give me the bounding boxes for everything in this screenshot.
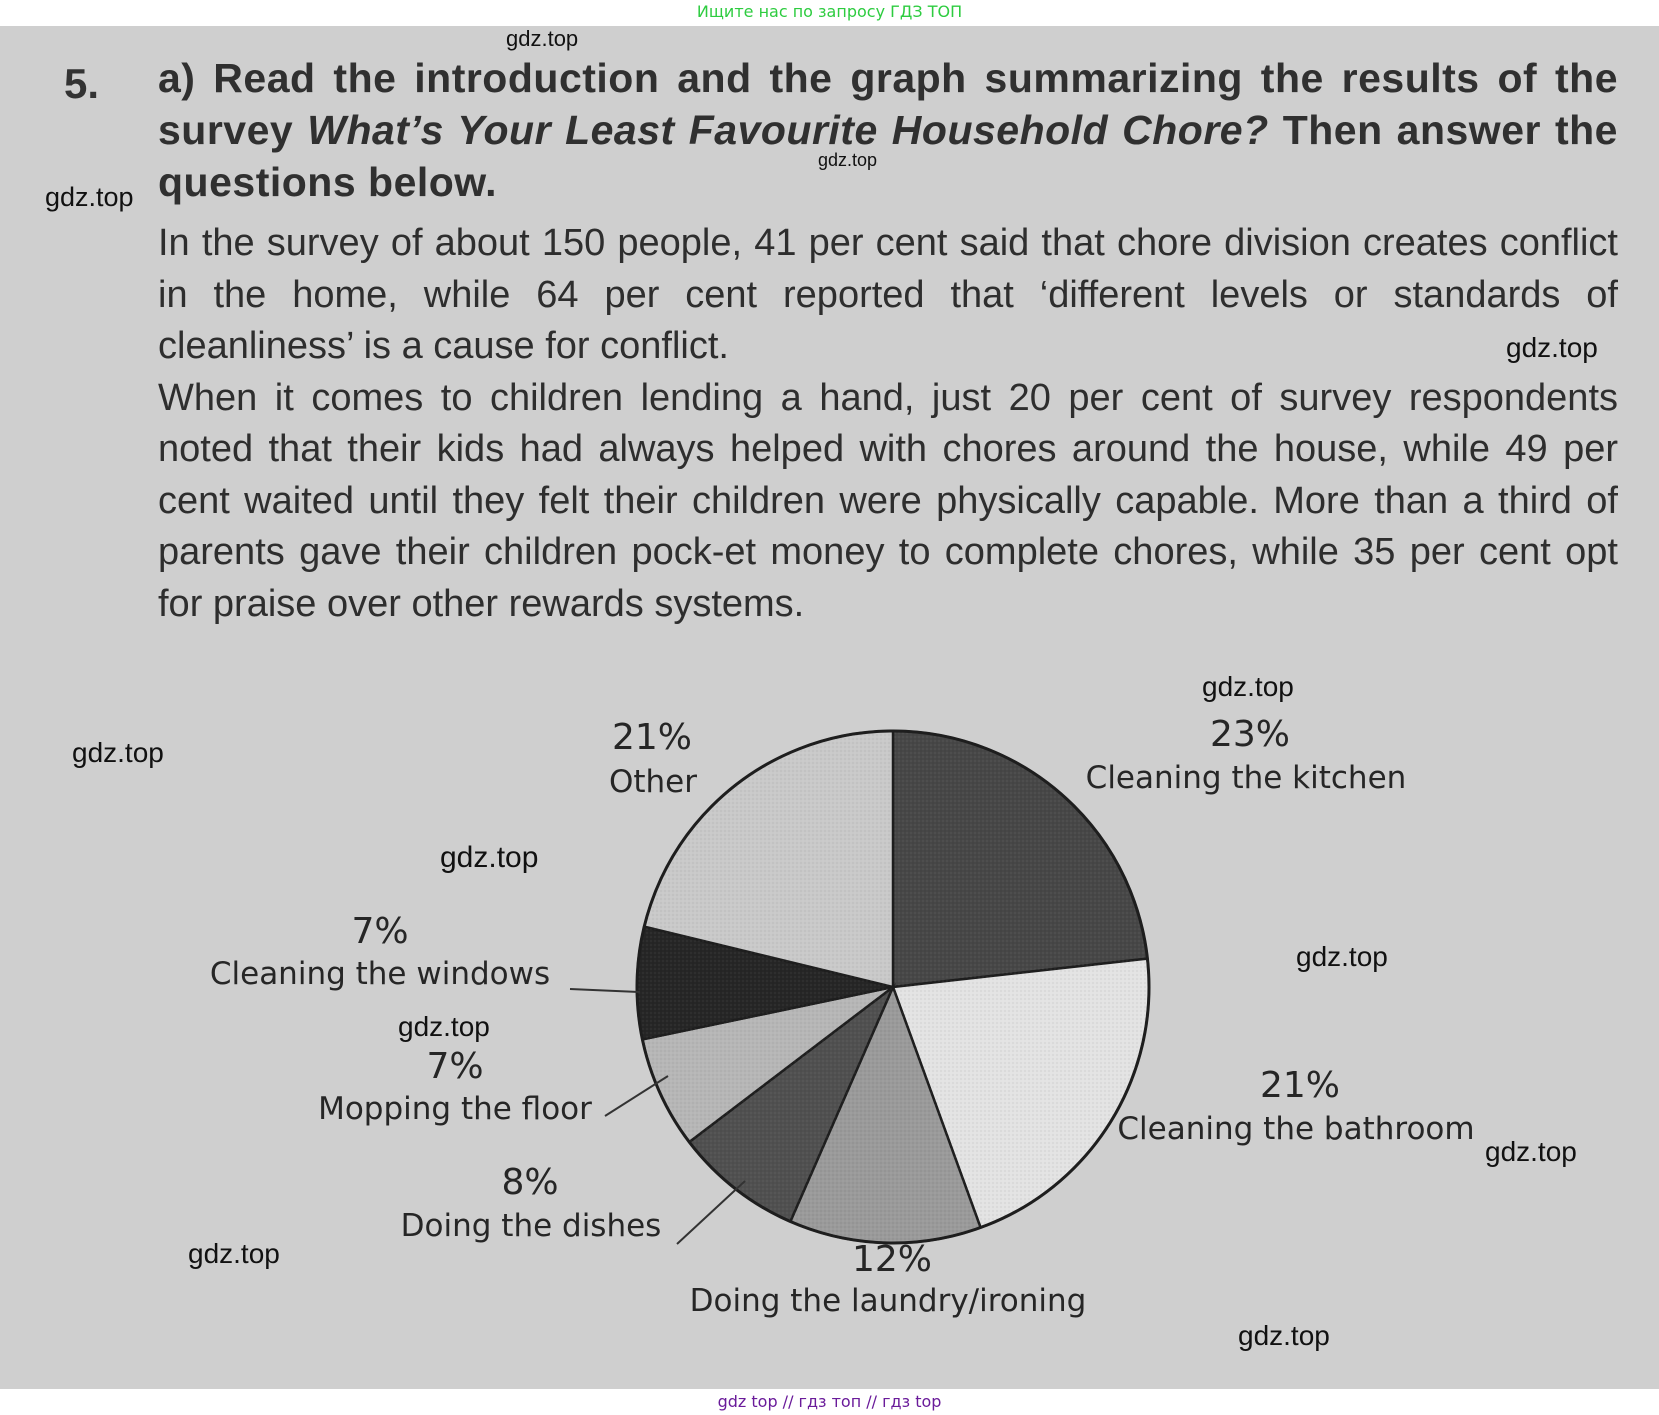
exercise-number: 5. bbox=[64, 60, 100, 107]
watermark: gdz.top bbox=[1506, 332, 1598, 363]
heading-part1: a) Read the introduction and the graph summarizing the results of the survey bbox=[158, 55, 1618, 153]
watermark: gdz.top bbox=[506, 26, 579, 51]
leader-line-dishes bbox=[677, 1181, 745, 1244]
paragraph-1: In the survey of about 150 people, 41 per cent said that chore division creates conflict in the home, while 64 per cent reported that ‘different levels or standards of cleanliness’ is a cause for conflict. bbox=[158, 222, 1618, 367]
pct-label-laundry: 12% bbox=[851, 1239, 933, 1280]
heading-part2: Then answer the questions below. bbox=[158, 107, 1618, 205]
textbook-scan bbox=[0, 26, 1659, 1389]
leader-line-mopping bbox=[605, 1076, 668, 1116]
pct-label-other: 21% bbox=[611, 717, 693, 758]
pct-label-mopping: 7% bbox=[426, 1046, 484, 1087]
cat-label-mopping: Mopping the floor bbox=[318, 1091, 592, 1127]
watermark: gdz.top bbox=[818, 150, 878, 170]
pct-label-bathroom: 21% bbox=[1259, 1065, 1341, 1106]
watermark: gdz.top bbox=[440, 841, 539, 874]
watermark: gdz.top bbox=[188, 1238, 280, 1269]
leader-line-windows bbox=[570, 989, 640, 992]
watermark: gdz.top bbox=[1238, 1320, 1330, 1351]
watermark: gdz.top bbox=[1202, 671, 1294, 702]
watermark: gdz.top bbox=[398, 1011, 490, 1042]
cat-label-dishes: Doing the dishes bbox=[400, 1208, 662, 1244]
watermark: gdz.top bbox=[1485, 1136, 1577, 1167]
pct-label-dishes: 8% bbox=[501, 1162, 559, 1203]
cat-label-other: Other bbox=[608, 764, 698, 800]
pie-chart bbox=[0, 26, 1659, 1389]
cat-label-bathroom: Cleaning the bathroom bbox=[1117, 1111, 1475, 1147]
pct-label-kitchen: 23% bbox=[1209, 714, 1291, 755]
watermark: gdz.top bbox=[1296, 941, 1388, 972]
cat-label-kitchen: Cleaning the kitchen bbox=[1085, 760, 1407, 796]
paragraph-2: When it comes to children lending a hand, just 20 per cent of survey respondents noted that their kids had always helped with chores around the house, while 49 per cent waited until they felt their children were physically capable. More than a third of parents gave their children pock-et money to complete chores, while 35 per cent opt for praise over other rewards systems. bbox=[158, 376, 1618, 625]
survey-title: What’s Your Least Favourite Household Chore? bbox=[307, 107, 1269, 153]
pct-label-windows: 7% bbox=[351, 911, 409, 952]
bottom-banner[interactable]: gdz top // гдз топ // гдз top bbox=[0, 1389, 1659, 1415]
watermark: gdz.top bbox=[45, 182, 134, 212]
top-banner[interactable]: Ищите нас по запросу ГДЗ ТОП bbox=[0, 0, 1659, 26]
watermark: gdz.top bbox=[72, 737, 164, 768]
cat-label-laundry: Doing the laundry/ironing bbox=[689, 1283, 1087, 1319]
cat-label-windows: Cleaning the windows bbox=[209, 956, 551, 992]
